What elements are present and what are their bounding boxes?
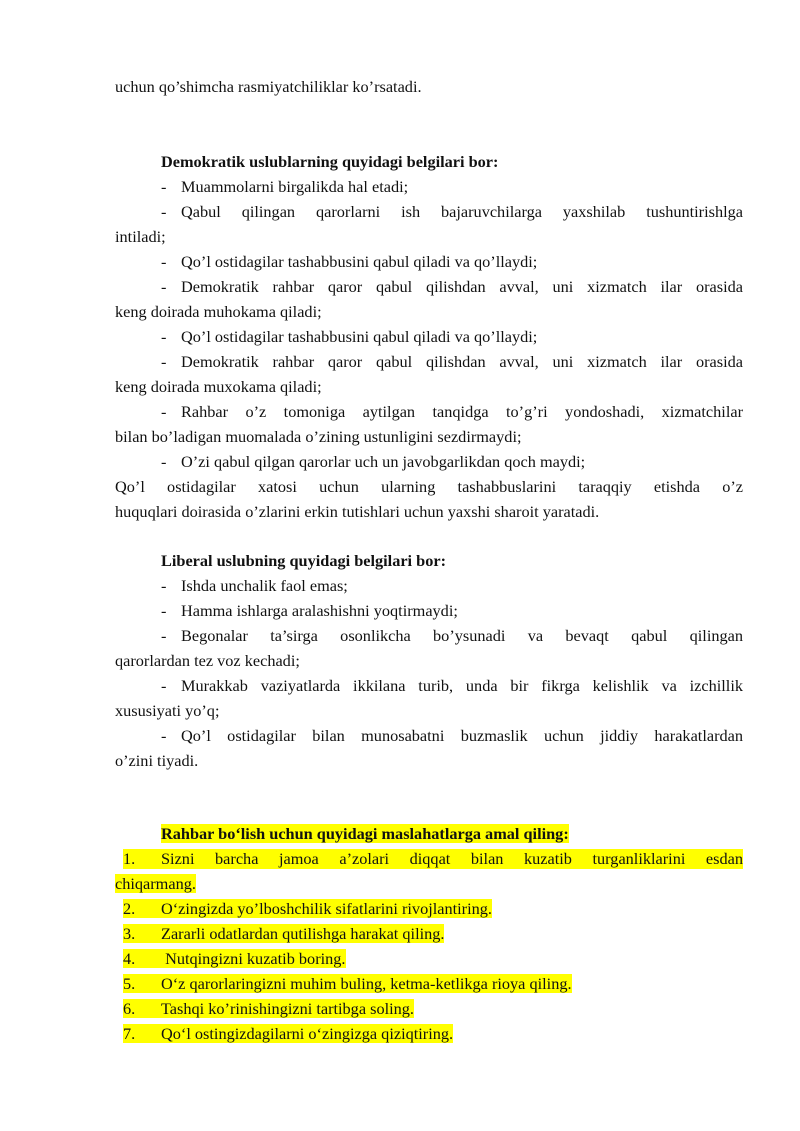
demo-item-1: - Muammolarni birgalikda hal etadi; — [161, 177, 409, 196]
advice-item-5: 5. O‘z qarorlaringizni muhim buling, ketma-ketlikga rioya qiling. — [123, 974, 572, 993]
demo-item-4-cont: keng doirada muhokama qiladi; — [115, 302, 322, 321]
advice-item-6: 6. Tashqi ko’rinishingizni tartibga soling. — [123, 999, 414, 1018]
liberal-heading: Liberal uslubning quyidagi belgilari bor: — [161, 551, 446, 570]
intro-line: uchun qo’shimcha rasmiyatchiliklar ko’rsatadi. — [115, 77, 422, 96]
liberal-item-2: - Hamma ishlarga aralashishni yoqtirmaydi; — [161, 601, 458, 620]
advice-item-2: 2. O‘zingizda yo’lboshchilik sifatlarini rivojlantiring. — [123, 899, 492, 918]
advice-item-1: 1. Sizni barcha jamoa a’zolari diqqat bilan kuzatib turganliklarini esdan — [123, 849, 743, 868]
liberal-item-3-cont: qarorlardan tez voz kechadi; — [115, 651, 300, 670]
liberal-item-4: - Murakkab vaziyatlarda ikkilana turib, unda bir fikrga kelishlik va izchillik — [161, 676, 743, 695]
demo-paragraph-line1: Qo’l ostidagilar xatosi uchun ularning tashabbuslarini taraqqiy etishda o’z — [115, 477, 743, 496]
advice-item-7: 7. Qo‘l ostingizdagilarni o‘zingizga qiziqtiring. — [123, 1024, 454, 1043]
demo-item-6: - Demokratik rahbar qaror qabul qilishdan avval, uni xizmatch ilar orasida — [161, 352, 743, 371]
demo-item-4: - Demokratik rahbar qaror qabul qilishdan avval, uni xizmatch ilar orasida — [161, 277, 743, 296]
demo-heading: Demokratik uslublarning quyidagi belgilari bor: — [161, 152, 499, 171]
demo-item-3: - Qo’l ostidagilar tashabbusini qabul qiladi va qo’llaydi; — [161, 252, 538, 271]
liberal-item-1: - Ishda unchalik faol emas; — [161, 576, 348, 595]
demo-paragraph-line2: huquqlari doirasida o’zlarini erkin tutishlari uchun yaxshi sharoit yaratadi. — [115, 502, 600, 521]
demo-item-7: - Rahbar o’z tomoniga aytilgan tanqidga to’g’ri yondoshadi, xizmatchilar — [161, 402, 743, 421]
advice-item-3: 3. Zararli odatlardan qutilishga harakat qiling. — [123, 924, 445, 943]
liberal-item-4-cont: xususiyati yo’q; — [115, 701, 220, 720]
demo-item-8: - O’zi qabul qilgan qarorlar uch un javobgarlikdan qoch maydi; — [161, 452, 586, 471]
advice-item-1-cont: chiqarmang. — [115, 874, 196, 893]
liberal-item-5-cont: o’zini tiyadi. — [115, 751, 199, 770]
demo-item-7-cont: bilan bo’ladigan muomalada o’zining ustunligini sezdirmaydi; — [115, 427, 522, 446]
demo-item-2-cont: intiladi; — [115, 227, 166, 246]
advice-item-4: 4. Nutqingizni kuzatib boring. — [123, 949, 346, 968]
liberal-item-3: - Begonalar ta’sirga osonlikcha bo’ysunadi va bevaqt qabul qilingan — [161, 626, 743, 645]
demo-item-2: - Qabul qilingan qarorlarni ish bajaruvchilarga yaxshilab tushuntirishlga — [161, 202, 743, 221]
liberal-item-5: - Qo’l ostidagilar bilan munosabatni buzmaslik uchun jiddiy harakatlardan — [161, 726, 743, 745]
demo-item-6-cont: keng doirada muxokama qiladi; — [115, 377, 322, 396]
demo-item-5: - Qo’l ostidagilar tashabbusini qabul qiladi va qo’llaydi; — [161, 327, 538, 346]
advice-heading: Rahbar bo‘lish uchun quyidagi maslahatlarga amal qiling: — [161, 824, 569, 843]
